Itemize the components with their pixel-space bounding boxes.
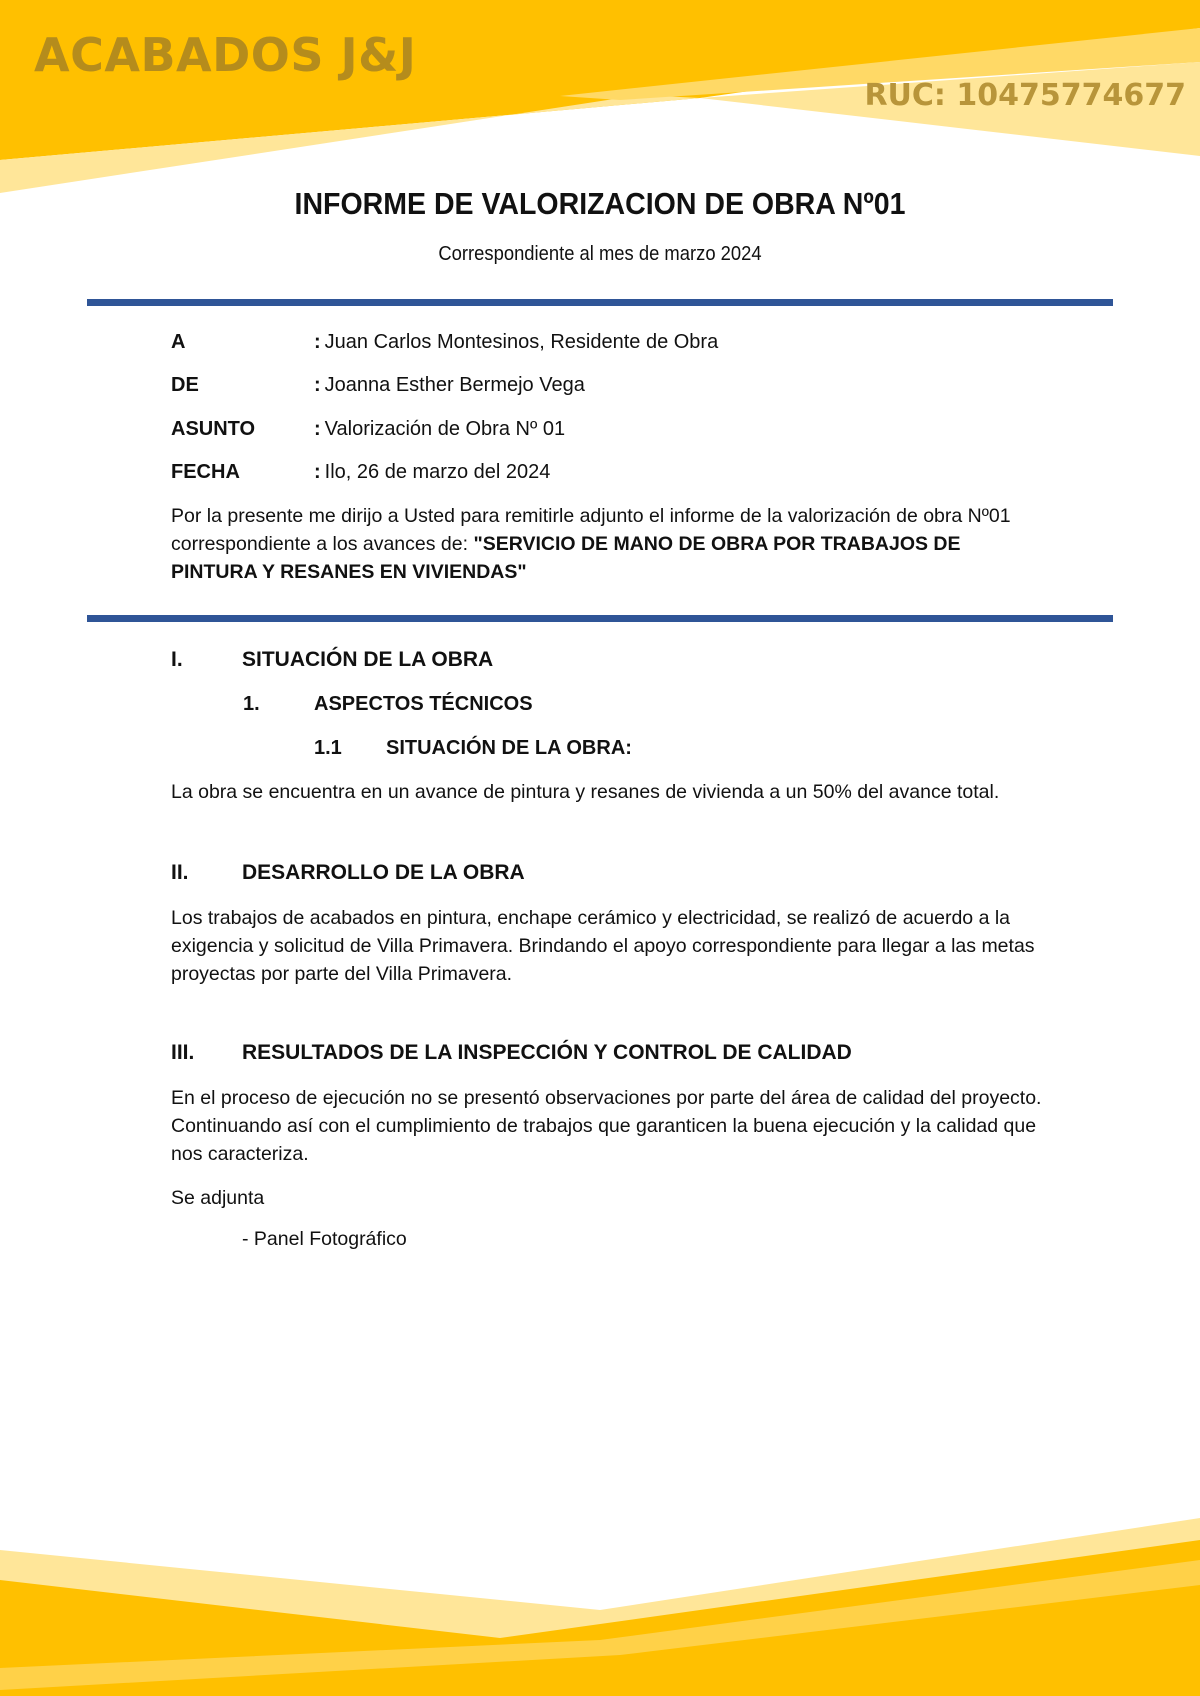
- meta-label: ASUNTO: [171, 418, 256, 440]
- section-3-heading: III. RESULTADOS DE LA INSPECCIÓN Y CONTROL DE CALIDAD: [171, 1041, 852, 1064]
- section-2-text: Los trabajos de acabados en pintura, enchape cerámico y electricidad, se realizó de acuerdo a la exigencia y solicitud de Villa Primavera. Brindando el apoyo correspondiente para llegar a las metas proyectas por parte del Villa Primavera.: [171, 907, 1035, 985]
- meta-label: A: [171, 331, 186, 353]
- meta-label: DE: [171, 374, 199, 396]
- section-1-text: La obra se encuentra en un avance de pintura y resanes de vivienda a un 50% del avance total.: [171, 781, 1000, 803]
- attachments-intro: Se adjunta: [171, 1187, 265, 1209]
- meta-value: Valorización de Obra Nº 01: [324, 418, 566, 440]
- company-ruc: RUC: 10475774677: [864, 78, 1186, 113]
- company-name: ACABADOS J&J: [34, 28, 417, 82]
- document-title: INFORME DE VALORIZACION DE OBRA Nº01: [294, 186, 906, 221]
- meta-label: FECHA: [171, 461, 240, 483]
- meta-value: Joanna Esther Bermejo Vega: [324, 374, 585, 396]
- attachment-item: - Panel Fotográfico: [242, 1228, 407, 1250]
- service-name: "SERVICIO DE MANO DE OBRA POR TRABAJOS DE PINTURA Y RESANES EN VIVIENDAS": [171, 533, 961, 583]
- section-1-heading: I. SITUACIÓN DE LA OBRA: [171, 648, 494, 671]
- section-1-1-1-heading: 1.1 SITUACIÓN DE LA OBRA:: [314, 737, 632, 759]
- meta-value: Juan Carlos Montesinos, Residente de Obra: [324, 331, 719, 353]
- section-1-1-heading: 1. ASPECTOS TÉCNICOS: [243, 693, 533, 715]
- top-divider: [87, 299, 1113, 306]
- meta-value: Ilo, 26 de marzo del 2024: [324, 461, 551, 483]
- intro-paragraph: Por la presente me dirijo a Usted para remitirle adjunto el informe de la valorización de obra Nº01 correspondiente a los avances de: "SERVICIO DE MANO DE OBRA POR TRABAJOS DE PINTURA Y RESANES EN VIVIENDAS": [171, 505, 1011, 583]
- bottom-divider: [87, 615, 1113, 622]
- document-subtitle: Correspondiente al mes de marzo 2024: [438, 243, 762, 265]
- section-3-text: En el proceso de ejecución no se presentó observaciones por parte del área de calidad del proyecto. Continuando así con el cumplimiento de trabajos que garanticen la buena ejecución y la calidad que nos caracteriza.: [171, 1087, 1042, 1165]
- section-2-heading: II. DESARROLLO DE LA OBRA: [171, 861, 525, 884]
